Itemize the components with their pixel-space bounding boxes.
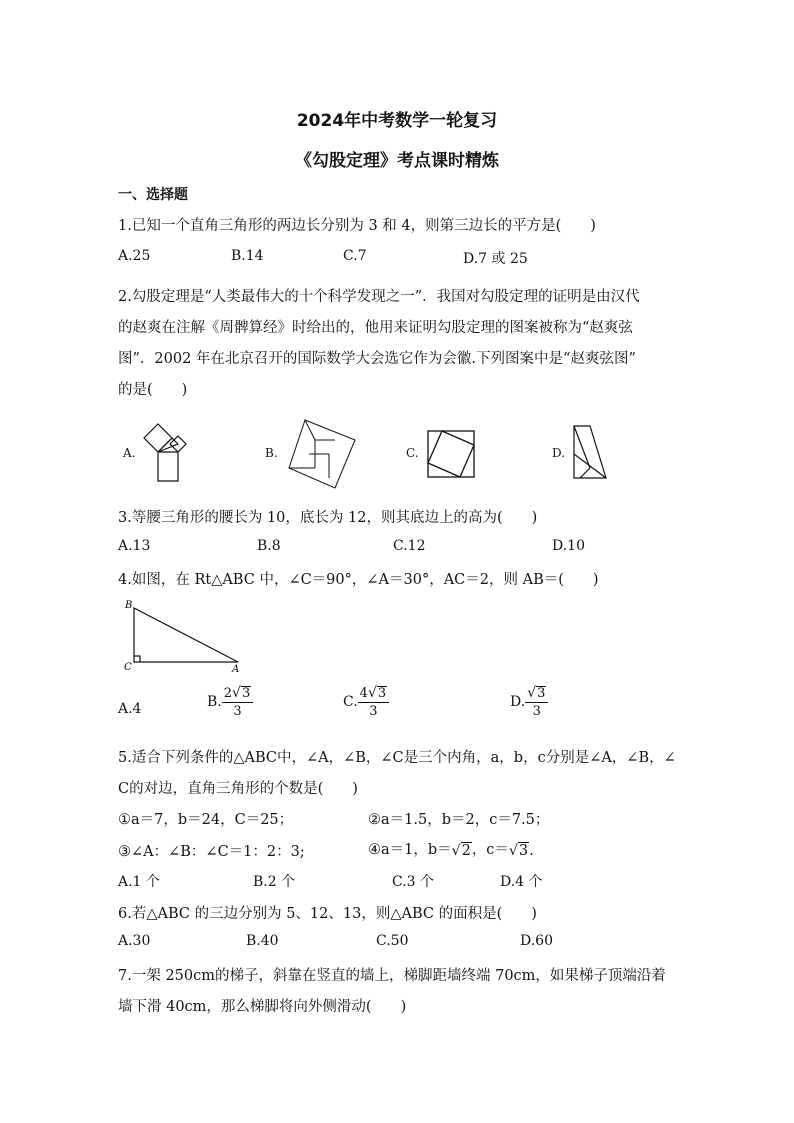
q2-option-d[interactable]: D. [552,446,566,460]
rotated-square-figure [285,418,357,490]
q4-d-denominator: 3 [532,704,541,719]
q6-option-a[interactable]: A.30 [118,933,151,949]
q6-option-c[interactable]: C.50 [376,933,409,949]
page-title: 2024年中考数学一轮复习 [296,111,498,131]
q4-option-d-fraction: √ 3 3 [525,686,548,718]
q6-option-d[interactable]: D.60 [520,933,553,949]
q5-option-a[interactable]: A.1 个 [118,874,160,890]
pythagoras-squares-figure [140,418,200,484]
question-4-text: 4.如图，在 Rt△ABC 中，∠C＝90°，∠A＝30°，AC＝2，则 AB＝( ) [118,572,599,588]
inscribed-square-figure [427,430,475,478]
q4-b-radicand: 3 [241,686,251,701]
question-5-line-2: C的对边，直角三角形的个数是( ) [118,781,358,797]
q2-option-b[interactable]: B. [265,446,278,460]
q4-option-c[interactable] [343,686,389,718]
q3-option-d[interactable]: D.10 [552,538,585,554]
q4-option-c-fraction: 4 √ 3 3 [358,686,389,718]
q1-option-c[interactable]: C.7 [343,248,367,264]
question-2-line-1: 2.勾股定理是“人类最伟大的十个科学发现之一”．我国对勾股定理的证明是由汉代 [118,289,640,305]
vertex-b-label: B [125,600,133,611]
q1-option-b[interactable]: B.14 [231,248,264,264]
question-5-line-1: 5.适合下列条件的△ABC中，∠A，∠B，∠C是三个内角，a，b，c分别是∠A，∠B，∠ [118,750,676,766]
question-7-line-2: 墙下滑 40cm，那么梯脚将向外侧滑动( ) [118,999,407,1015]
q5-c4-middle: ，c＝ [471,842,509,858]
q5-option-b[interactable]: B.2 个 [253,874,296,890]
q4-option-b-label: B. [207,694,222,710]
q5-c4-radicand-2: 3 [518,843,529,859]
q6-option-b[interactable]: B.40 [246,933,279,949]
q4-option-b[interactable] [207,686,253,718]
q5-condition-3: ③∠A：∠B：∠C＝1：2：3; [118,844,305,860]
vertex-a-label: A [232,664,240,675]
q2-option-a[interactable]: A. [123,446,136,460]
q5-condition-4: ④a＝1，b＝ √ 2 ，c＝ √ 3 . [368,838,534,859]
question-2-line-2: 的赵爽在注解《周髀算经》时给出的，他用来证明勾股定理的图案被称为“赵爽弦 [118,320,633,336]
question-1-text: 1.已知一个直角三角形的两边长分别为 3 和 4，则第三边长的平方是( ) [118,218,596,234]
q4-option-d-label: D. [510,694,526,710]
q5-c4-end: . [529,843,534,859]
q4-c-coef: 4 [359,686,368,701]
question-2-line-4: 的是( ) [118,382,188,398]
q1-option-a[interactable]: A.25 [118,248,151,264]
q4-option-a[interactable]: A.4 [118,701,142,717]
q4-option-d[interactable] [510,686,548,718]
q3-option-b[interactable]: B.8 [257,538,281,554]
question-2-line-3: 图”．2002 年在北京召开的国际数学大会选它作为会徽.下列图案中是“赵爽弦图” [118,351,636,367]
right-triangle-figure [122,598,252,674]
q5-condition-2: ②a＝1.5，b＝2，c＝7.5； [368,812,550,828]
question-6-text: 6.若△ABC 的三边分别为 5、12、13，则△ABC 的面积是( ) [118,906,537,922]
q4-d-radicand: 3 [537,686,546,701]
page-subtitle: 《勾股定理》考点课时精炼 [295,151,499,171]
q1-option-d[interactable]: D.7 或 25 [463,251,528,267]
question-3-text: 3.等腰三角形的腰长为 10，底长为 12，则其底边上的高为( ) [118,510,538,526]
q4-b-denominator: 3 [233,704,242,719]
q5-c4-radicand-1: 2 [461,843,471,859]
q5-condition-1: ①a＝7，b＝24，C＝25； [118,812,294,828]
q4-c-radicand: 3 [377,686,387,701]
q2-option-c[interactable]: C. [406,446,419,460]
q5-option-c[interactable]: C.3 个 [392,874,435,890]
triangle-figure [570,424,610,480]
q4-option-c-label: C. [343,694,358,710]
section-heading: 一、选择题 [118,187,188,203]
question-7-line-1: 7.一架 250cm的梯子，斜靠在竖直的墙上，梯脚距墙终端 70cm，如果梯子顶端沿着 [118,968,666,984]
q3-option-a[interactable]: A.13 [118,538,151,554]
q5-option-d[interactable]: D.4 个 [500,874,543,890]
q4-b-coef: 2 [223,686,233,701]
q5-c4-prefix: ④a＝1，b＝ [368,842,452,858]
q4-c-denominator: 3 [369,704,378,719]
q4-option-b-fraction: 2 √ 3 3 [222,686,253,718]
q3-option-c[interactable]: C.12 [393,538,426,554]
vertex-c-label: C [124,662,132,673]
